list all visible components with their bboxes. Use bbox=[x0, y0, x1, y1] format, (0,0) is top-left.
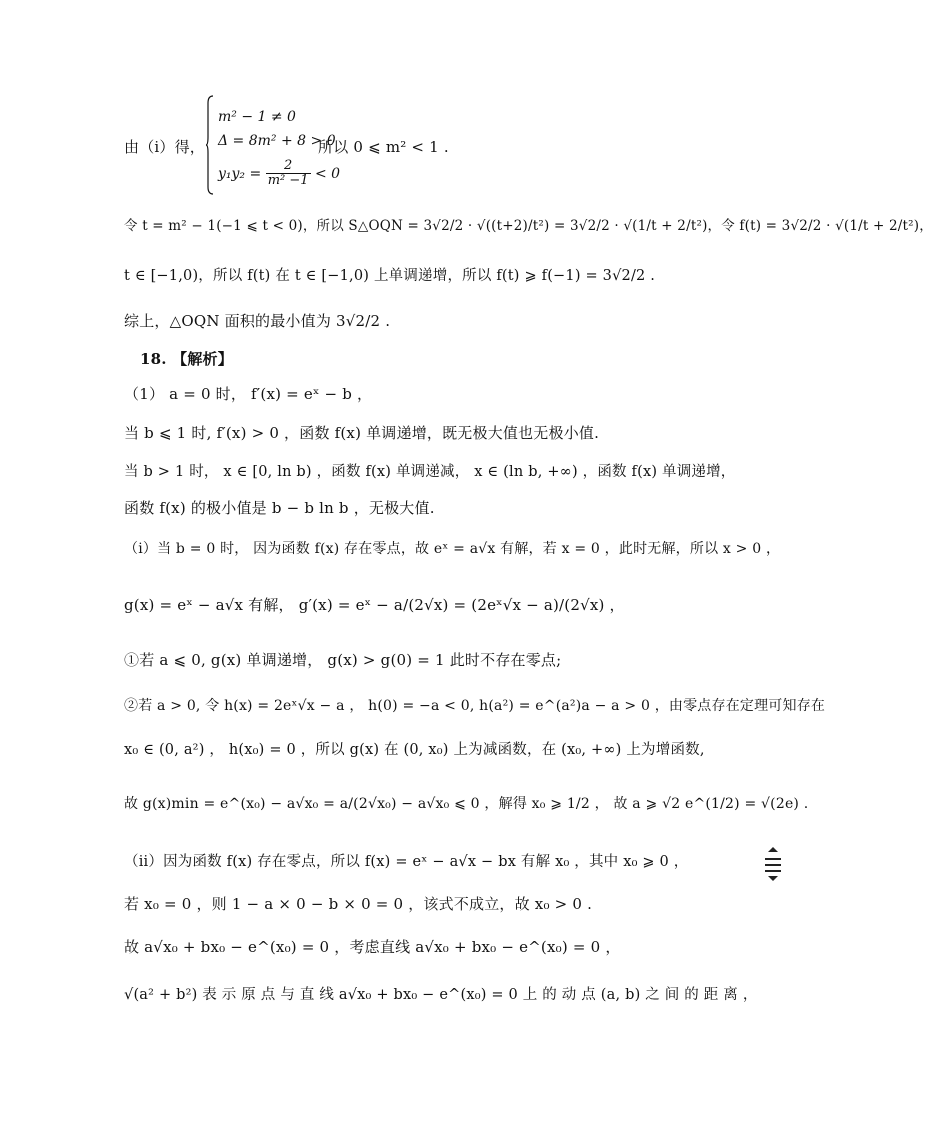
line-4: 综上，△OQN 面积的最小值为 3√2/2 . bbox=[124, 312, 391, 330]
line-3: t ∈ [−1,0)，所以 f(t) 在 t ∈ [−1,0) 上单调递增，所以 f(t) ⩾ f(−1) = 3√2/2 . bbox=[124, 268, 656, 284]
line-13: ②若 a > 0, 令 h(x) = 2eˣ√x − a ， h(0) = −a < 0, h(a²) = e^(a²)a − a > 0 ，由零点存在定理可知存在 bbox=[124, 698, 826, 714]
line-9: 函数 f(x) 的极小值是 b − b ln b ，无极大值. bbox=[124, 499, 435, 517]
fraction: $\frac{2}{\text{m² −1}}$ bbox=[267, 158, 309, 189]
system-line-1: m² − 1 ≠ 0 bbox=[218, 109, 296, 125]
line-10: （i）当 b = 0 时， 因为函数 f(x) 存在零点，故 eˣ = a√x 有解，若 x = 0 ，此时无解，所以 x > 0 ， bbox=[124, 541, 781, 557]
line-12: ①若 a ⩽ 0, g(x) 单调递增， g(x) > g(0) = 1 此时不存在零点; bbox=[124, 651, 562, 669]
line-7: 当 b ⩽ 1 时, f′(x) > 0 ，函数 f(x) 单调递增，既无极大值也无极小值. bbox=[124, 424, 600, 442]
line-2: 令 t = m² − 1(−1 ⩽ t < 0)，所以 S△OQN = 3√2/2 · √((t+2)/t²) = 3√2/2 · √(1/t + 2/t²)，令 f(t) = 3√2/2 · √(1/t + 2/t²)， bbox=[124, 218, 933, 234]
line-1-prefix: 由（i）得， bbox=[124, 138, 205, 156]
line-1-suffix: 所以 0 ⩽ m² < 1 . bbox=[318, 138, 449, 156]
line-19: √(a² + b²) 表 示 原 点 与 直 线 a√x₀ + bx₀ − e^(x₀) = 0 上 的 动 点 (a, b) 之 间 的 距 离 ， bbox=[124, 987, 758, 1003]
scroll-nav-control[interactable] bbox=[762, 845, 784, 885]
line-8: 当 b > 1 时， x ∈ [0, ln b) ，函数 f(x) 单调递减， x ∈ (ln b, +∞) ，函数 f(x) 单调递增， bbox=[124, 464, 736, 480]
section-heading: 18. 【解析】 bbox=[140, 350, 233, 368]
line-18: 故 a√x₀ + bx₀ − e^(x₀) = 0 ，考虑直线 a√x₀ + bx₀ − e^(x₀) = 0 ， bbox=[124, 938, 621, 956]
scroll-nav-icon[interactable] bbox=[762, 845, 784, 885]
line-11: g(x) = eˣ − a√x 有解， g′(x) = eˣ − a/(2√x) = (2eˣ√x − a)/(2√x) ， bbox=[124, 596, 625, 614]
line-14: x₀ ∈ (0, a²) ， h(x₀) = 0 ，所以 g(x) 在 (0, x₀) 上为减函数，在 (x₀, +∞) 上为增函数, bbox=[124, 742, 705, 758]
brace-icon bbox=[206, 95, 214, 195]
line-15: 故 g(x)min = e^(x₀) − a√x₀ = a/(2√x₀) − a√x₀ ⩽ 0 ，解得 x₀ ⩾ 1/2 ， 故 a ⩾ √2 e^(1/2) = √(2e) . bbox=[124, 796, 809, 812]
line-6: （1） a = 0 时， f′(x) = eˣ − b ， bbox=[124, 385, 373, 403]
system-line-3: y₁y₂ = $\frac{2}{\text{m² −1}}$ < 0 bbox=[218, 158, 341, 189]
system-line-2: Δ = 8m² + 8 > 0 bbox=[218, 133, 336, 149]
line-16: （ii）因为函数 f(x) 存在零点，所以 f(x) = eˣ − a√x − bx 有解 x₀ ，其中 x₀ ⩾ 0 ， bbox=[124, 854, 689, 870]
line-17: 若 x₀ = 0 ，则 1 − a × 0 − b × 0 = 0 ，该式不成立，故 x₀ > 0 . bbox=[124, 895, 593, 913]
